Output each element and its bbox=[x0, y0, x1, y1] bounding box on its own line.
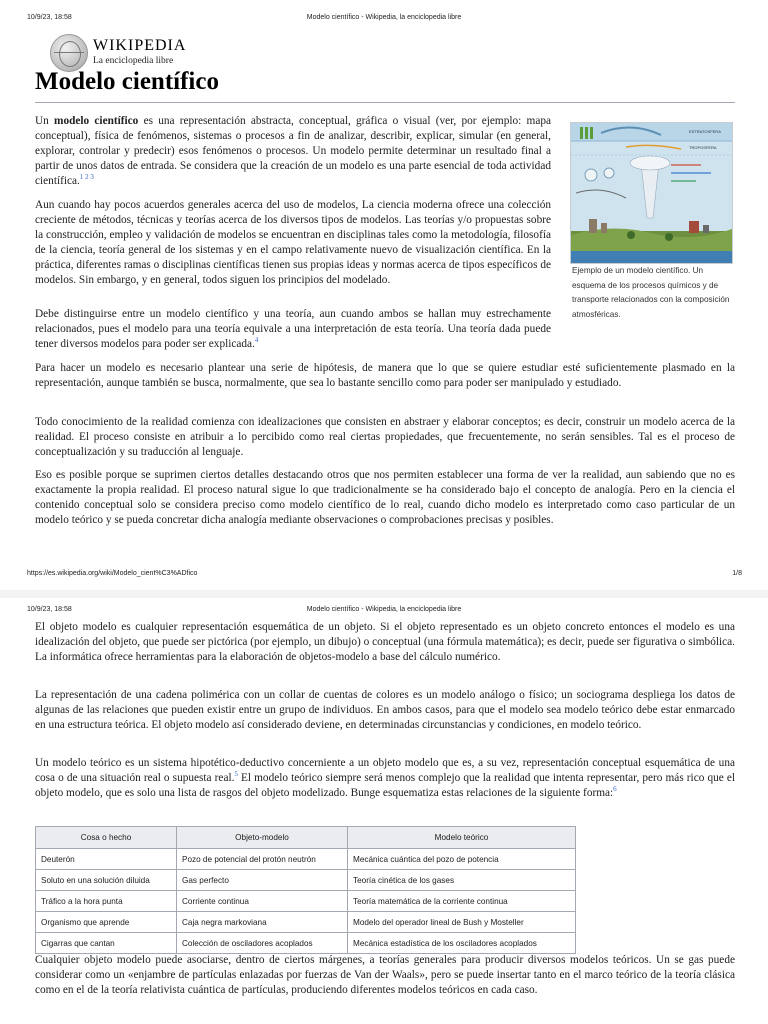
table-row bbox=[36, 891, 576, 912]
paragraph-hypotheses: Para hacer un modelo es necesario plantear una serie de hipótesis, de manera que lo que se quiere estudiar esté suficientemente plasmado en la representación, aunque también se busca, normalmente, que sea lo bastante sencillo como para poder ser manipulado y estudiado. bbox=[35, 362, 735, 389]
table-row bbox=[36, 849, 576, 870]
paragraph-polymer-chain: La representación de una cadena polimérica con un collar de cuentas de colores es un modelo análogo o físico; un sociograma despliega los datos de algunas de las relaciones que pueden existir entre un grupo de individuos. En ambos casos, para que el modelo sea modelo teórico debe estar enmarcado en una estructura teórica. El objeto modelo así considerado deviene, en determinadas circunstancias y condiciones, en modelo teórico. bbox=[35, 689, 735, 731]
table-cell: Mecánica estadística de los osciladores acoplados bbox=[348, 933, 576, 954]
table-cell: Tráfico a la hora punta bbox=[36, 891, 177, 912]
paragraph-idealizations: Todo conocimiento de la realidad comienza con idealizaciones que consisten en abstraer y elaborar conceptos; es decir, construir un modelo acerca de la realidad. El proceso consiste en atribuir a lo percibido como real ciertas propiedades, que frecuentemente, no serán sensibles. Tal es el proceso de conceptualización y su traducción al lenguaje. bbox=[35, 416, 735, 458]
paragraph-object-model: El objeto modelo es cualquier representación esquemática de un objeto. Si el objeto representado es un objeto concreto entonces el modelo es una idealización del objeto, que puede ser pictórica (por ejemplo, un dibujo) o conceptual (una fórmula matemática); es decir, puede ser figurativa o simbólica. La informática ofrece herramientas para la elaboración de objetos-modelo a base del cálculo numérico. bbox=[35, 621, 735, 663]
paragraph-analogy: Eso es posible porque se suprimen ciertos detalles destacando otros que nos permiten establecer una forma de ver la realidad, aun sabiendo que no es exactamente la propia realidad. El proceso natural sigue lo que tradicionalmente se ha considerado bajo el concepto de analogía. Pero en la ciencia el contenido conceptual solo se considera preciso como modelo científico de lo real, cuando dicho modelo es interpretado como caso particular de un modelo teórico y se pueda concretar dicha analogía mediante observaciones o comprobaciones precisas y posibles. bbox=[35, 469, 735, 526]
figure-caption: Ejemplo de un modelo científico. Un esquema de los procesos químicos y de transporte relacionados con la composición atmosféricas. bbox=[572, 266, 730, 319]
table-cell[interactable]: Corriente continua bbox=[177, 891, 348, 912]
table-cell: Pozo de potencial del protón neutrón bbox=[177, 849, 348, 870]
model-comparison-table bbox=[35, 826, 576, 954]
print-url[interactable]: https://es.wikipedia.org/wiki/Modelo_cient%C3%ADfico bbox=[27, 570, 198, 577]
table-row bbox=[36, 933, 576, 954]
atmospheric-model-figure[interactable] bbox=[570, 122, 733, 264]
table-cell: Teoría matemática de la corriente continua bbox=[348, 891, 576, 912]
paragraph-gas-example: Cualquier objeto modelo puede asociarse, dentro de ciertos márgenes, a teorías generales para producir diversos modelos teóricos. Un se gas puede considerar como un «enjambre de partículas enlazadas por fuerzas de Van der Waals», pero se puede insertar tanto en el marco teórico de la teoría clásica como en el de la teoría relativista cuántica de partículas, produciendo diferentes modelos teóricos en cada caso. bbox=[35, 954, 735, 996]
print-datetime: 10/9/23, 18:58 bbox=[27, 14, 72, 21]
page-title: Modelo científico bbox=[35, 68, 219, 95]
paragraph-model-vs-theory: Debe distinguirse entre un modelo científico y una teoría, aun cuando ambos se hallan muy estrechamente relacionados, pues el modelo para una teoría equivale a una interpretación de esta teoría. Una teoría dada puede tener diversos modelos para poder ser explicada.$^4$ bbox=[35, 308, 551, 350]
figure-label-stratosphere: ESTRATOSFERA bbox=[689, 129, 721, 134]
reference-link[interactable]: 5 bbox=[234, 770, 238, 779]
print-page-title: Modelo científico - Wikipedia, la enciclopedia libre bbox=[306, 606, 462, 613]
print-page-number: 1/8 bbox=[732, 570, 742, 577]
figure-label-troposphere: TROPOSFERA bbox=[689, 145, 717, 150]
figure-illustration bbox=[571, 123, 732, 263]
paragraph-theoretical-model: Un modelo teórico es un sistema hipotético-deductivo concerniente a un objeto modelo que es, a su vez, representación conceptual esquemática de una cosa o de una situación real o supuesta real.$^5$ El modelo teórico siempre será menos complejo que la realidad que intenta representar, pero más rico que el objeto modelo, que es solo una lista de rasgos del objeto modelizado. Bunge esquematiza estas relaciones de la siguiente forma:$^6$ bbox=[35, 757, 736, 799]
table-cell: Mecánica cuántica del pozo de potencia bbox=[348, 849, 576, 870]
column-header-thing: Cosa o hecho bbox=[36, 827, 177, 849]
column-header-theoretical-model: Modelo teórico bbox=[348, 827, 576, 849]
paragraph-intro: Un modelo científico es una representación abstracta, conceptual, gráfica o visual (ver, por ejemplo: mapa conceptual), física de fenómenos, sistemas o procesos a fin de analizar, describir, explicar, simular (en general, explorar, controlar y predecir) esos fenómenos o procesos. Un modelo permite determinar un resultado final a partir de unos datos de entrada. Se considera que la creación de un modelo es una parte esencial de toda actividad científica.$^{1 2 3}$ bbox=[35, 115, 551, 187]
reference-links[interactable]: 1 2 3 bbox=[79, 173, 94, 182]
table-header-row bbox=[36, 827, 576, 849]
print-datetime: 10/9/23, 18:58 bbox=[27, 606, 72, 613]
wikipedia-wordmark[interactable]: WIKIPEDIA bbox=[93, 37, 187, 54]
table-row bbox=[36, 912, 576, 933]
table-cell: Soluto en una solución diluida bbox=[36, 870, 177, 891]
table-cell: Teoría cinética de los gases bbox=[348, 870, 576, 891]
bold-term: modelo científico bbox=[54, 115, 139, 127]
reference-link[interactable]: 4 bbox=[254, 336, 259, 345]
table-row bbox=[36, 870, 576, 891]
title-divider bbox=[35, 102, 735, 103]
table-cell: Cigarras que cantan bbox=[36, 933, 177, 954]
table-cell[interactable]: Deuterón bbox=[36, 849, 177, 870]
table-cell: Organismo que aprende bbox=[36, 912, 177, 933]
table-cell: Caja negra markoviana bbox=[177, 912, 348, 933]
reference-link[interactable]: 6 bbox=[613, 785, 617, 794]
print-page-title: Modelo científico - Wikipedia, la enciclopedia libre bbox=[306, 14, 462, 21]
table-cell: Colección de osciladores acoplados bbox=[177, 933, 348, 954]
table-cell[interactable]: Gas perfecto bbox=[177, 870, 348, 891]
wikipedia-tagline: La enciclopedia libre bbox=[93, 56, 174, 66]
page-break bbox=[0, 590, 768, 598]
table-cell: Modelo del operador lineal de Bush y Mosteller bbox=[348, 912, 576, 933]
wikipedia-globe-logo[interactable] bbox=[50, 34, 88, 72]
paragraph-models-agreement: Aun cuando hay pocos acuerdos generales acerca del uso de modelos, La ciencia moderna ofrece una colección creciente de métodos, técnicas y teorías acerca de los diversos tipos de modelos. Las teorías y/o propuestas sobre la construcción, empleo y validación de modelos se encuentran en disciplinas tales como la metodología, filosofía de la ciencia, teoría general de los sistemas y en el campo relativamente nuevo de visualización científica. En la práctica, diferentes ramas o disciplinas científicas tienen sus propias ideas y normas acerca de tipos específicos de modelos. Sin embargo, y en general, todos siguen los principios del modelado. bbox=[35, 199, 551, 286]
column-header-object-model: Objeto-modelo bbox=[177, 827, 348, 849]
